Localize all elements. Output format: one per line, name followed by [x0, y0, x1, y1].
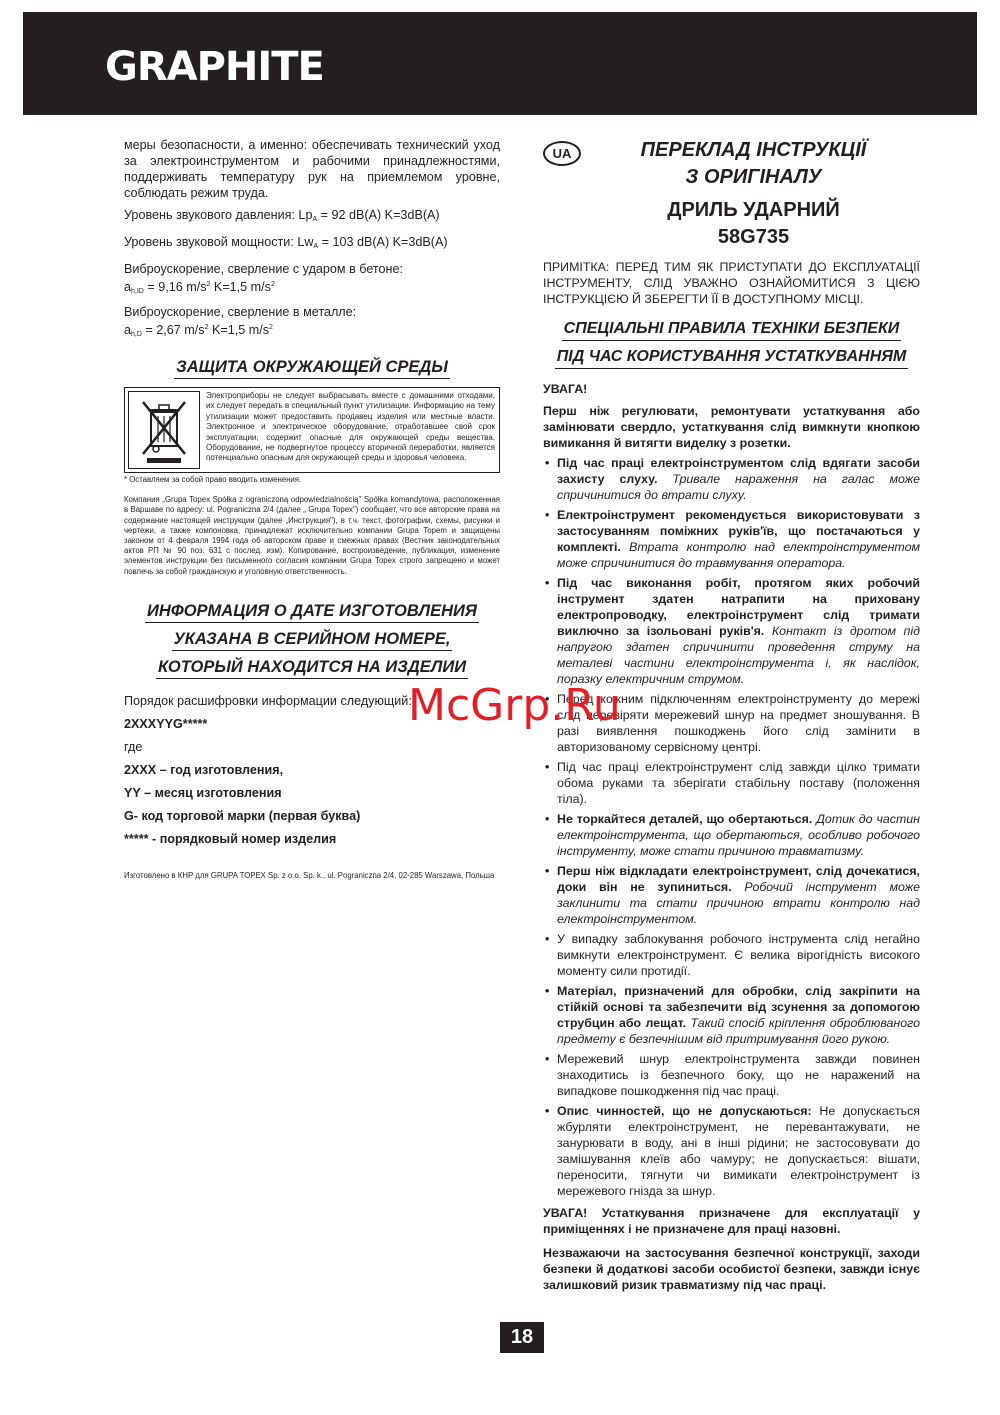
code-serial: ***** - порядковый номер изделия — [124, 831, 337, 846]
env-heading: ЗАЩИТА ОКРУЖАЮЩЕЙ СРЕДЫ — [124, 353, 500, 381]
brand-logo: GRAPHITE — [105, 44, 324, 90]
safety-rule-item: • Електроінструмент рекомендується використовувати з застосуванням поміжних руків'їв, що постачаються у комплекті. Втрата контролю над електроінструментом може спричинитися до травмування оператора. — [543, 507, 920, 571]
warning-text: Перш ніж регулювати, ремонтувати устаткування або замінювати свердло, устаткування слід вимкнути кнопкою вимикання й витягти виделку з розетки. — [543, 404, 920, 450]
rights-note: * Оставляем за собой право вводить изменения. — [124, 475, 302, 484]
spec-vibration-metal-label: Виброускорение, сверление в металле: — [124, 305, 357, 319]
safety-rule-item: • Під час праці електроінструментом слід вдягати засоби захисту слуху. Тривале нараження на галас може спричинитися до втрати слуху. — [543, 455, 920, 503]
code-brand: G- код торговой марки (первая буква) — [124, 808, 361, 823]
ua-language-badge: UA — [543, 141, 581, 166]
safety-rule-item: • Під час виконання робіт, протягом яких робочий інструмент здатен натрапити на приховану електропроводку, електроінструмент слід тримати виключно за ізольовані руків'я. Контакт із дротом під напругою здатен спричинити проведення струму на металеві частини електроінструмента і, як наслідок, поразку електричним струмом. — [543, 575, 920, 687]
page-number: 18 — [500, 1322, 544, 1353]
safety-rule-item: • Перед кожним підключенням електроінструменту до мережі слід перевіряти мережевий шнур на предмет зношування. В разі виявлення пошкоджень його слід замінити в авторизованому сервісному центрі. — [543, 691, 920, 755]
safety-rule-item: • Під час праці електроінструмент слід завжди цілко тримати обома руками та зберігати стабільну поставу (положення тіла). — [543, 759, 920, 807]
serial-code: 2XXXYYG***** — [124, 716, 208, 731]
env-notice-box — [124, 387, 500, 473]
warning-label: УВАГА! — [543, 382, 588, 396]
env-notice-text: Электроприборы не следует выбрасывать вместе с домашними отходами, их следует передать в специальный пункт утилизации. Информацию на тему утилизации может предоставить продавец изделия или местные власти. Электронное и электрическое оборудование, отработавшее свой срок эксплуатации, содержит опасные для окружающей среды вещества. Оборудование, не подвергнутое процессу вторичной переработки, является потенциально опасным для окружающей среды и здоровья человека. — [206, 391, 495, 463]
outdoor-warning: УВАГА! Устаткування призначене для експлуатації у приміщеннях і не призначене для праці назовні. — [543, 1206, 920, 1236]
where-label: где — [124, 739, 143, 754]
safety-rule-item: • Матеріал, призначений для обробки, слід закріпити на стійкій основі та забезпечити від зсунення за допомогою струбцин або лещат. Такий спосіб кріплення оброблюваного предмету є безпечнішим від притримування його рукою. — [543, 983, 920, 1047]
spec-vibration-concrete-label: Виброускорение, сверление с ударом в бетоне: — [124, 262, 404, 276]
safety-rule-item: • Не торкайтеся деталей, що обертаються. Дотик до частин електроінструмента, що обертаються, особливо робочого інструменту, може стати причиною травматизму. — [543, 811, 920, 859]
document-title: ПЕРЕКЛАД ІНСТРУКЦІЇ З ОРИГІНАЛУ ДРИЛЬ УДАРНИЙ 58G735 — [640, 139, 867, 248]
safety-rule-item: • Опис чинностей, що не допускаються: Не допускається жбурляти електроінструмент, не перевантажувати, не занурювати в воду, ані в інші рідини; не застосовувати до замішування клеїв або чамуру; не допускається: вішати, переносити, тягнути чи вимикати електроінструмент із мережевого гнізда за шнур. — [543, 1103, 920, 1199]
safety-intro: меры безопасности, а именно: обеспечивать технический уход за электроинструментом и рабочими принадлежностями, поддерживать температуру рук на приемлемом уровне, соблюдать режим труда. — [124, 138, 500, 200]
rules-heading: СПЕЦІАЛЬНІ ПРАВИЛА ТЕХНІКИ БЕЗПЕКИ ПІД ЧАС КОРИСТУВАННЯ УСТАТКУВАННЯМ — [543, 315, 920, 371]
safety-rule-item: • Мережевий шнур електроінструмента завжди повинен знаходитись із безпечного боку, що не наражений на випадкове пошкодження під час праці. — [543, 1051, 920, 1099]
spec-vibration-metal-value: $a_{h,D} = 2,67$ $m/s^2$ K=1,5 $m/s^2$ — [124, 323, 273, 338]
spec-sound-power: Уровень звуковой мощности: $Lw_A = 103$ dB(A) K=3dB(A) — [124, 235, 448, 250]
made-in-note: Изготовлено в КНР для GRUPA TOPEX Sp. z o.o. Sp. k., ul. Pograniczna 2/4, 02-285 Warszawa, Польша — [124, 870, 495, 880]
code-month: YY – месяц изготовления — [124, 785, 282, 800]
decode-intro: Порядок расшифровки информации следующий: — [124, 693, 412, 708]
left-column — [124, 137, 500, 881]
safety-rule-item: • Перш ніж відкладати електроінструмент, слід дочекатися, доки він не зупиниться. Робочий інструмент може заклинити та стати причиною втрати контролю над електроінструментом. — [543, 863, 920, 927]
spec-sound-pressure: Уровень звукового давления: $Lp_A = 92$ dB(A) K=3dB(A) — [124, 208, 440, 223]
safety-rule-item: • У випадку заблокування робочого інструмента слід негайно вимкнути електроінструмент. Є велика вірогідність високого моменту сили протидії. — [543, 931, 920, 979]
safety-rules-list — [543, 455, 920, 1199]
copyright-text: Компания „Grupa Topex Spółka z ograniczoną odpowiedzialnością" Spółka komandytowa, расположенная в Варшаве по адресу: ul. Pograniczna 2/4 (далее „ Grupa Topex") сообщает, что все авторские права на содержание настоящей инструкции (далее „Инструкция"), в т.ч. текст, фотографии, схемы, рисунки и чертежи, а также компоновка, принадлежат исключительно компании Grupa Topem и защищены законом от 4 февраля 1994 года об авторском праве и смежных правах (Вестник законодательных актов РП № 90 поз. 631 с послед. изм). Копирование, воспроизведение, публикация, изменение элементов инструкции без письменного согласия компании Grupa Topex строго запрещено и может повлечь за собой гражданскую и уголовную ответственность. — [124, 495, 500, 576]
watermark: McGrp.Ru — [408, 680, 621, 731]
spec-vibration-concrete-value: $a_{h,ID} = 9,16$ $m/s^2$ K=1,5 $m/s^2$ — [124, 280, 275, 295]
date-info-heading: ИНФОРМАЦИЯ О ДАТЕ ИЗГОТОВЛЕНИЯ УКАЗАНА В СЕРИЙНОМ НОМЕРЕ, КОТОРЫЙ НАХОДИТСЯ НА ИЗДЕЛИИ — [124, 597, 500, 681]
residual-risk: Незважаючи на застосування безпечної конструкції, заходи безпеки й додаткові засоби особистої безпеки, завжди існує залишковий ризик травматизму під час праці. — [543, 1246, 920, 1292]
crossed-bin-icon — [128, 391, 200, 469]
code-year: 2XXX – год изготовления, — [124, 762, 284, 777]
note-text: ПРИМІТКА: ПЕРЕД ТИМ ЯК ПРИСТУПАТИ ДО ЕКСПЛУАТАЦІЇ ІНСТРУМЕНТУ, СЛІД УВАЖНО ОЗНАЙОМИТИСЯ З ЦІЄЮ ІНСТРУКЦІЄЮ Й ЗБЕРЕГТИ ЇЇ В ДОСТУПНОМУ МІСЦІ. — [543, 260, 920, 306]
